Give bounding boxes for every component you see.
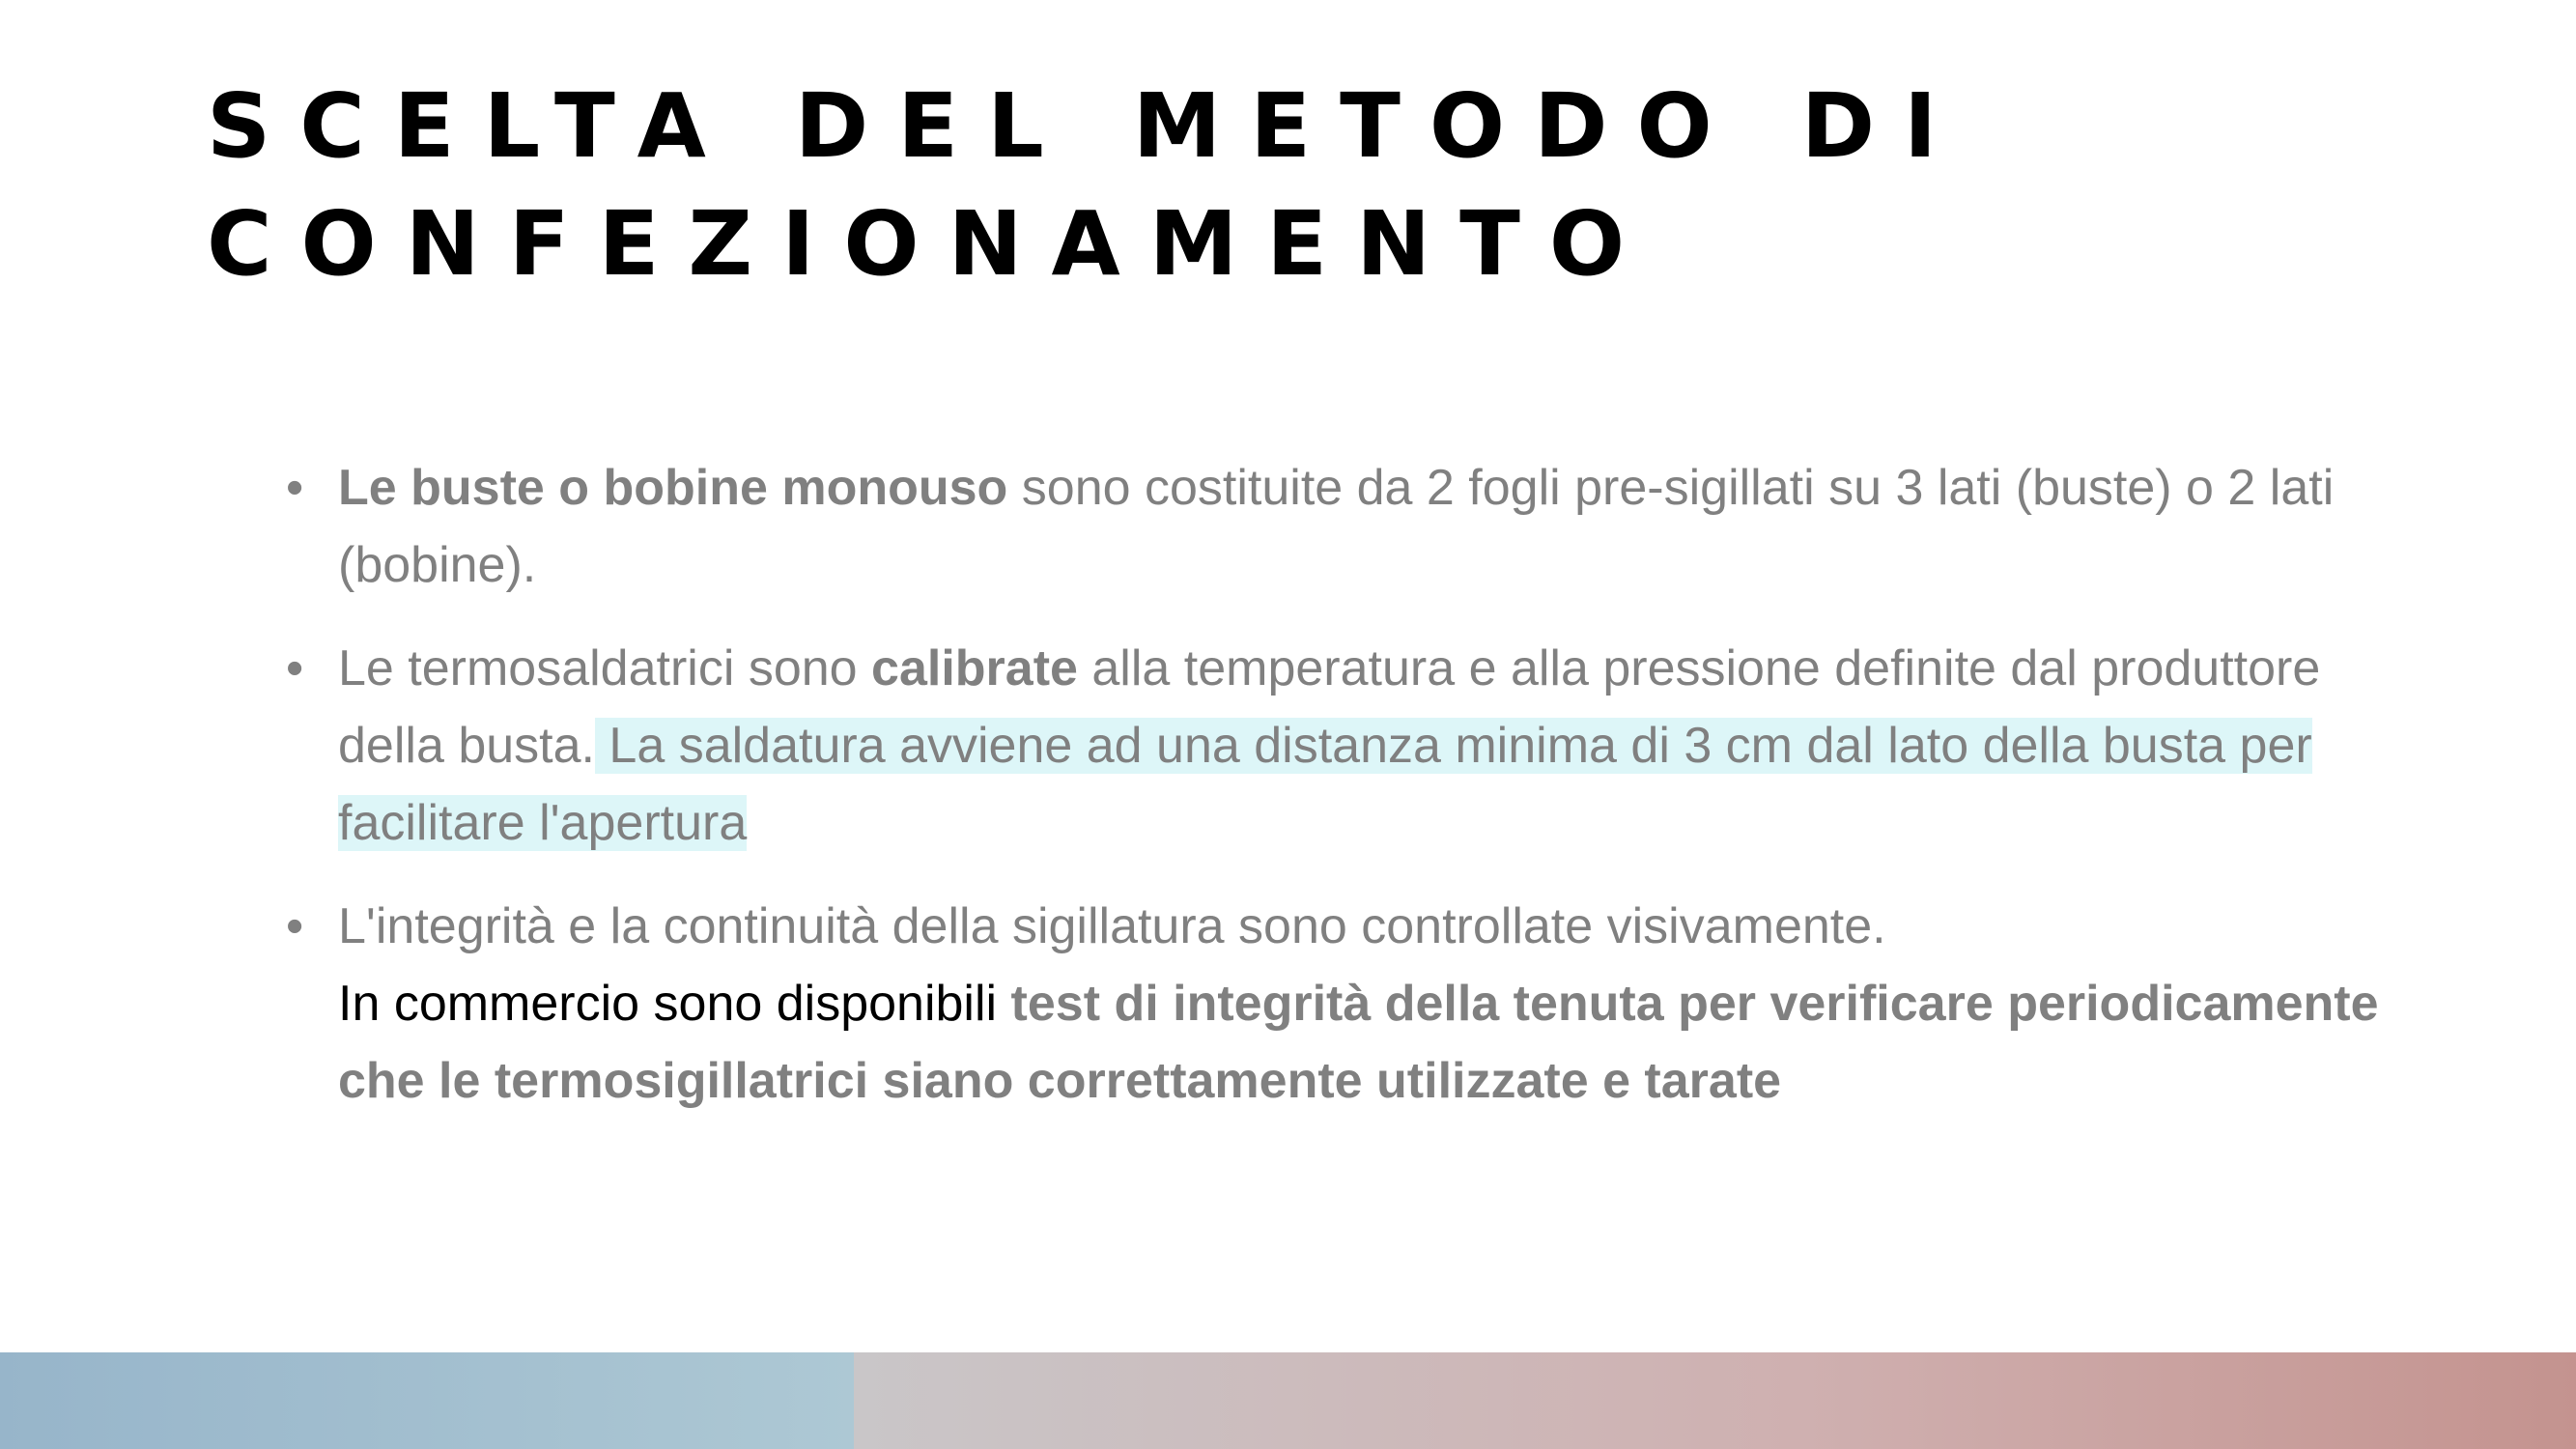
bullet-3-strong: test di integrità della tenuta per verificare periodicamente che le termosigillatrici siano correttamente utilizzate e tarate [338, 976, 2379, 1109]
bullet-dot-icon: • [286, 898, 304, 954]
bullet-dot-icon: • [286, 640, 304, 696]
slide-title [207, 68, 2428, 303]
bullet-2-strong: calibrate [871, 640, 1078, 696]
bullet-list [286, 449, 2430, 1146]
bullet-2-text-a: Le termosaldatrici sono [338, 640, 872, 696]
bullet-3-text: L'integrità e la continuità della sigillatura sono controllate visivamente. [338, 898, 1886, 954]
slide-title-line-2: CONFEZIONAMENTO [207, 192, 1655, 296]
bullet-1-strong: Le buste o bobine monouso [338, 460, 1008, 516]
bullet-1-text: sono costituite da 2 fogli pre-sigillati su 3 lati (buste) o 2 lati (bobine). [338, 460, 2335, 593]
bullet-item-integrita [286, 888, 2430, 1120]
footer-bar-right [854, 1352, 2576, 1449]
bullet-3-text-dark: In commercio sono disponibili [338, 976, 1011, 1032]
bullet-item-termosaldatrici [286, 630, 2430, 862]
footer-bar-left [0, 1352, 854, 1449]
bullet-2-highlight: La saldatura avviene ad una distanza minima di 3 cm dal lato della busta per facilitare l'apertura [338, 718, 2312, 851]
bullet-dot-icon: • [286, 460, 304, 516]
bullet-2-text-b: alla temperatura e alla pressione definite dal produttore della busta. [338, 640, 2321, 774]
slide-title-line-1: SCELTA DEL METODO DI [207, 74, 1967, 178]
bullet-item-buste [286, 449, 2430, 604]
